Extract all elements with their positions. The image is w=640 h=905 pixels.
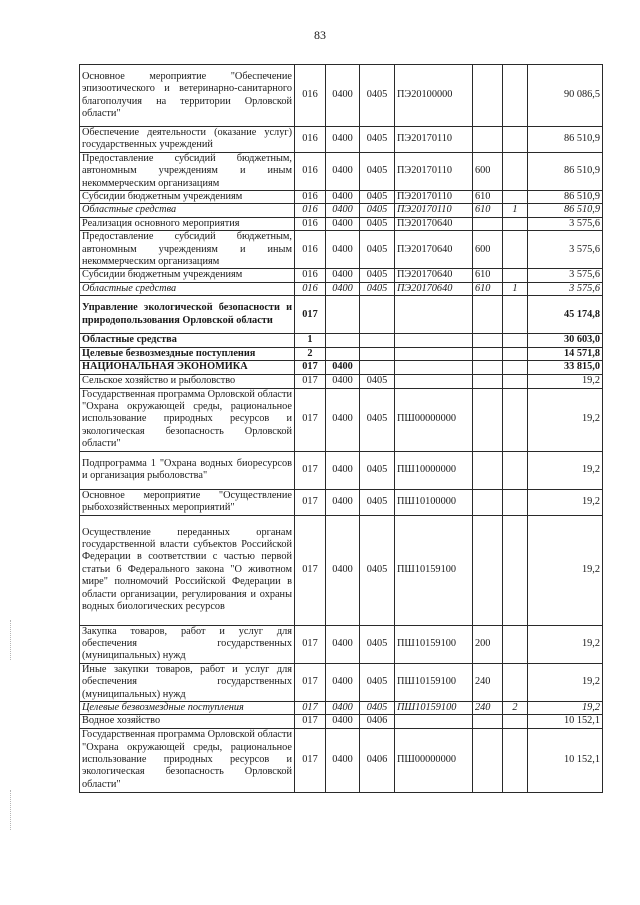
subsection-code: 0405	[360, 282, 395, 295]
table-row	[80, 663, 603, 701]
subsection-code	[360, 296, 395, 334]
table-row	[80, 347, 603, 360]
expense-type-code	[473, 715, 503, 728]
expense-type-code: 610	[473, 269, 503, 282]
table-row	[80, 191, 603, 204]
amount-value: 86 510,9	[528, 191, 603, 204]
row-name: Водное хозяйство	[80, 715, 295, 728]
amount-value: 14 571,8	[528, 347, 603, 360]
ministry-code: 017	[295, 296, 326, 334]
row-name: Управление экологической безопасности и природопользования Орловской области	[80, 296, 295, 334]
row-name: Субсидии бюджетным учреждениям	[80, 269, 295, 282]
ministry-code: 016	[295, 217, 326, 230]
row-name: Основное мероприятие "Осуществление рыбохозяйственных мероприятий"	[80, 489, 295, 515]
subsection-code: 0405	[360, 231, 395, 269]
expense-type-code	[473, 347, 503, 360]
table-row	[80, 388, 603, 451]
funding-source-code	[503, 625, 528, 663]
funding-source-code	[503, 728, 528, 792]
table-row	[80, 715, 603, 728]
subsection-code: 0405	[360, 375, 395, 388]
funding-source-code	[503, 334, 528, 347]
section-code	[326, 296, 360, 334]
ministry-code: 2	[295, 347, 326, 360]
subsection-code	[360, 334, 395, 347]
scan-margin-marks	[10, 790, 15, 830]
target-article-code: ПЭ20170110	[395, 191, 473, 204]
table-row	[80, 728, 603, 792]
row-name: Сельское хозяйство и рыболовство	[80, 375, 295, 388]
subsection-code: 0405	[360, 152, 395, 190]
row-name: Целевые безвозмездные поступления	[80, 701, 295, 714]
table-row	[80, 282, 603, 295]
table-row	[80, 231, 603, 269]
amount-value: 19,2	[528, 701, 603, 714]
funding-source-code	[503, 375, 528, 388]
expense-type-code: 240	[473, 701, 503, 714]
ministry-code: 016	[295, 152, 326, 190]
row-name: Подпрограмма 1 "Охрана водных биоресурсов и организация рыболовства"	[80, 451, 295, 489]
target-article-code	[395, 375, 473, 388]
funding-source-code: 1	[503, 282, 528, 295]
funding-source-code	[503, 715, 528, 728]
subsection-code: 0405	[360, 663, 395, 701]
page-number: 83	[314, 28, 326, 42]
subsection-code	[360, 347, 395, 360]
amount-value: 3 575,6	[528, 217, 603, 230]
table-row	[80, 152, 603, 190]
expense-type-code: 240	[473, 663, 503, 701]
expense-type-code: 200	[473, 625, 503, 663]
expense-type-code	[473, 217, 503, 230]
section-code: 0400	[326, 625, 360, 663]
amount-value: 86 510,9	[528, 127, 603, 153]
row-name: Предоставление субсидий бюджетным, автономным учреждениям и иным некоммерческим организациям	[80, 152, 295, 190]
subsection-code: 0405	[360, 65, 395, 127]
funding-source-code	[503, 65, 528, 127]
ministry-code: 017	[295, 515, 326, 625]
amount-value: 19,2	[528, 663, 603, 701]
amount-value: 30 603,0	[528, 334, 603, 347]
row-name: Закупка товаров, работ и услуг для обеспечения государственных (муниципальных) нужд	[80, 625, 295, 663]
table-row	[80, 204, 603, 217]
target-article-code	[395, 347, 473, 360]
subsection-code: 0405	[360, 515, 395, 625]
funding-source-code	[503, 127, 528, 153]
row-name: Осуществление переданных органам государственной власти субъектов Российской Федерации в соответствии с частью первой статьи 6 Федерального закона "О животном мире" полномочий Российской Федерации в области организации, регулирования и охраны водных биологических ресурсов	[80, 515, 295, 625]
target-article-code: ПШ10000000	[395, 451, 473, 489]
subsection-code: 0405	[360, 191, 395, 204]
funding-source-code: 2	[503, 701, 528, 714]
section-code: 0400	[326, 728, 360, 792]
table-row	[80, 269, 603, 282]
ministry-code: 017	[295, 451, 326, 489]
expense-type-code	[473, 375, 503, 388]
ministry-code: 016	[295, 65, 326, 127]
row-name: Областные средства	[80, 204, 295, 217]
table-row	[80, 127, 603, 153]
subsection-code: 0405	[360, 217, 395, 230]
section-code: 0400	[326, 715, 360, 728]
funding-source-code	[503, 296, 528, 334]
target-article-code	[395, 361, 473, 375]
funding-source-code	[503, 269, 528, 282]
funding-source-code	[503, 152, 528, 190]
table-row	[80, 489, 603, 515]
row-name: Областные средства	[80, 334, 295, 347]
section-code: 0400	[326, 152, 360, 190]
expense-type-code	[473, 334, 503, 347]
section-code: 0400	[326, 701, 360, 714]
table-row	[80, 296, 603, 334]
expense-type-code	[473, 489, 503, 515]
ministry-code: 017	[295, 489, 326, 515]
amount-value: 19,2	[528, 625, 603, 663]
ministry-code: 016	[295, 269, 326, 282]
funding-source-code	[503, 489, 528, 515]
target-article-code: ПЭ20170110	[395, 127, 473, 153]
expense-type-code	[473, 65, 503, 127]
table-row	[80, 361, 603, 375]
row-name: Государственная программа Орловской области "Охрана окружающей среды, рациональное использование природных ресурсов и экологическая безопасность Орловской области"	[80, 388, 295, 451]
row-name: Иные закупки товаров, работ и услуг для обеспечения государственных (муниципальных) нужд	[80, 663, 295, 701]
section-code: 0400	[326, 388, 360, 451]
target-article-code: ПЭ20170640	[395, 231, 473, 269]
table-row	[80, 375, 603, 388]
section-code: 0400	[326, 451, 360, 489]
expense-type-code	[473, 127, 503, 153]
target-article-code: ПШ10159100	[395, 515, 473, 625]
ministry-code: 016	[295, 231, 326, 269]
amount-value: 10 152,1	[528, 728, 603, 792]
section-code	[326, 334, 360, 347]
target-article-code	[395, 296, 473, 334]
amount-value: 45 174,8	[528, 296, 603, 334]
ministry-code: 016	[295, 127, 326, 153]
table-row	[80, 515, 603, 625]
funding-source-code: 1	[503, 204, 528, 217]
table-row	[80, 451, 603, 489]
table-row	[80, 334, 603, 347]
subsection-code: 0406	[360, 728, 395, 792]
section-code: 0400	[326, 361, 360, 375]
ministry-code: 017	[295, 701, 326, 714]
section-code: 0400	[326, 489, 360, 515]
row-name: Субсидии бюджетным учреждениям	[80, 191, 295, 204]
subsection-code: 0405	[360, 269, 395, 282]
section-code: 0400	[326, 663, 360, 701]
table-row	[80, 65, 603, 127]
funding-source-code	[503, 515, 528, 625]
ministry-code: 016	[295, 204, 326, 217]
row-name: Государственная программа Орловской области "Охрана окружающей среды, рациональное использование природных ресурсов и экологическая безопасность Орловской области"	[80, 728, 295, 792]
amount-value: 3 575,6	[528, 269, 603, 282]
target-article-code	[395, 334, 473, 347]
subsection-code: 0405	[360, 204, 395, 217]
expense-type-code	[473, 388, 503, 451]
section-code: 0400	[326, 375, 360, 388]
target-article-code: ПЭ20170640	[395, 282, 473, 295]
table-row	[80, 625, 603, 663]
amount-value: 19,2	[528, 388, 603, 451]
ministry-code: 017	[295, 663, 326, 701]
amount-value: 90 086,5	[528, 65, 603, 127]
section-code: 0400	[326, 65, 360, 127]
subsection-code: 0405	[360, 489, 395, 515]
row-name: Обеспечение деятельности (оказание услуг) государственных учреждений	[80, 127, 295, 153]
target-article-code: ПЭ20170640	[395, 269, 473, 282]
amount-value: 3 575,6	[528, 231, 603, 269]
section-code: 0400	[326, 191, 360, 204]
amount-value: 10 152,1	[528, 715, 603, 728]
amount-value: 33 815,0	[528, 361, 603, 375]
expense-type-code	[473, 361, 503, 375]
ministry-code: 017	[295, 361, 326, 375]
budget-table-body	[80, 65, 603, 793]
table-row	[80, 701, 603, 714]
section-code: 0400	[326, 282, 360, 295]
ministry-code: 017	[295, 375, 326, 388]
expense-type-code: 610	[473, 282, 503, 295]
expense-type-code: 600	[473, 152, 503, 190]
amount-value: 19,2	[528, 375, 603, 388]
row-name: Предоставление субсидий бюджетным, автономным учреждениям и иным некоммерческим организациям	[80, 231, 295, 269]
funding-source-code	[503, 191, 528, 204]
funding-source-code	[503, 451, 528, 489]
target-article-code: ПЭ20170110	[395, 204, 473, 217]
section-code: 0400	[326, 231, 360, 269]
ministry-code: 017	[295, 728, 326, 792]
target-article-code: ПШ10159100	[395, 625, 473, 663]
row-name: Реализация основного мероприятия	[80, 217, 295, 230]
target-article-code: ПШ00000000	[395, 728, 473, 792]
funding-source-code	[503, 217, 528, 230]
section-code	[326, 347, 360, 360]
ministry-code: 017	[295, 625, 326, 663]
expense-type-code	[473, 728, 503, 792]
funding-source-code	[503, 361, 528, 375]
subsection-code: 0405	[360, 451, 395, 489]
row-name: Областные средства	[80, 282, 295, 295]
section-code: 0400	[326, 515, 360, 625]
amount-value: 86 510,9	[528, 204, 603, 217]
row-name: Основное мероприятие "Обеспечение эпизоотического и ветеринарно-санитарного благополучия на территории Орловской области"	[80, 65, 295, 127]
amount-value: 19,2	[528, 451, 603, 489]
funding-source-code	[503, 231, 528, 269]
amount-value: 19,2	[528, 515, 603, 625]
funding-source-code	[503, 663, 528, 701]
target-article-code: ПШ10100000	[395, 489, 473, 515]
ministry-code: 016	[295, 282, 326, 295]
target-article-code: ПЭ20100000	[395, 65, 473, 127]
amount-value: 3 575,6	[528, 282, 603, 295]
amount-value: 86 510,9	[528, 152, 603, 190]
target-article-code: ПШ00000000	[395, 388, 473, 451]
expense-type-code	[473, 451, 503, 489]
target-article-code: ПШ10159100	[395, 663, 473, 701]
target-article-code: ПШ10159100	[395, 701, 473, 714]
scan-margin-marks	[10, 620, 15, 660]
expense-type-code: 600	[473, 231, 503, 269]
subsection-code: 0405	[360, 625, 395, 663]
subsection-code: 0405	[360, 388, 395, 451]
subsection-code: 0406	[360, 715, 395, 728]
ministry-code: 017	[295, 715, 326, 728]
funding-source-code	[503, 388, 528, 451]
expense-type-code	[473, 296, 503, 334]
ministry-code: 1	[295, 334, 326, 347]
expense-type-code	[473, 515, 503, 625]
expense-type-code: 610	[473, 204, 503, 217]
section-code: 0400	[326, 217, 360, 230]
row-name: Целевые безвозмездные поступления	[80, 347, 295, 360]
section-code: 0400	[326, 127, 360, 153]
section-code: 0400	[326, 204, 360, 217]
ministry-code: 016	[295, 191, 326, 204]
funding-source-code	[503, 347, 528, 360]
target-article-code	[395, 715, 473, 728]
subsection-code: 0405	[360, 701, 395, 714]
expense-type-code: 610	[473, 191, 503, 204]
target-article-code: ПЭ20170640	[395, 217, 473, 230]
row-name: НАЦИОНАЛЬНАЯ ЭКОНОМИКА	[80, 361, 295, 375]
subsection-code	[360, 361, 395, 375]
table-row	[80, 217, 603, 230]
target-article-code: ПЭ20170110	[395, 152, 473, 190]
amount-value: 19,2	[528, 489, 603, 515]
ministry-code: 017	[295, 388, 326, 451]
section-code: 0400	[326, 269, 360, 282]
budget-table	[79, 64, 603, 793]
subsection-code: 0405	[360, 127, 395, 153]
